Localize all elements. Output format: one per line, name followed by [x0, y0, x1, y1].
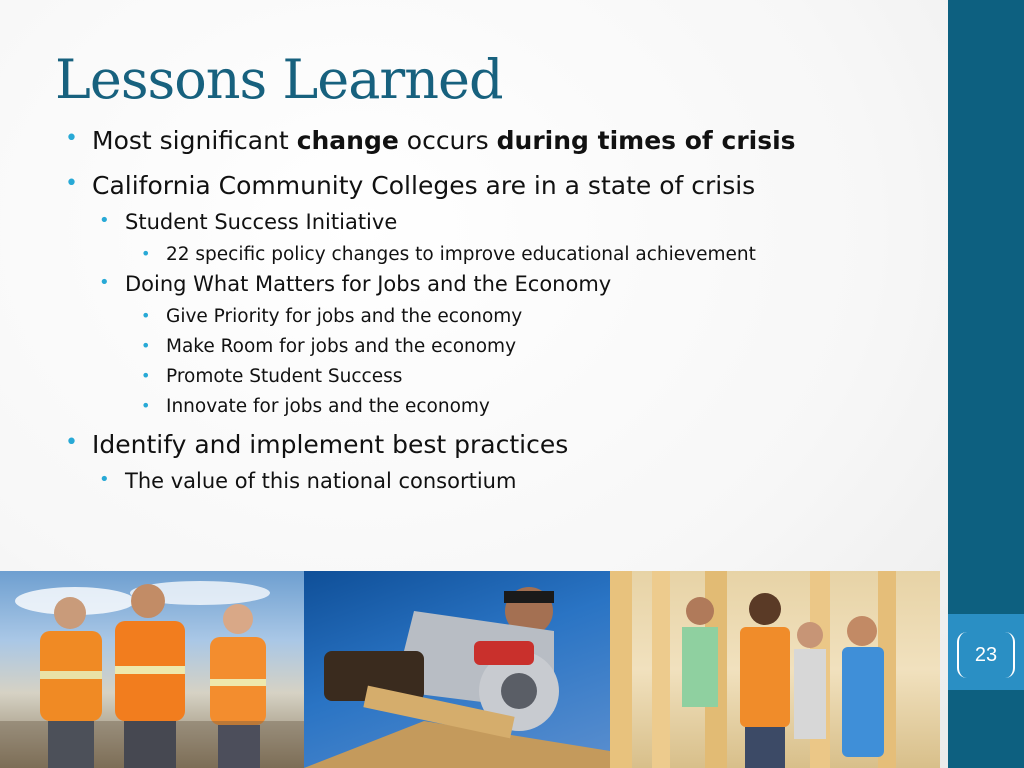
- framing-students-photo: [610, 571, 940, 768]
- bullet-text: Make Room for jobs and the economy: [166, 336, 517, 357]
- bullet-dot-icon: •: [99, 469, 110, 490]
- sub-bullet-item: [65, 272, 935, 296]
- bullet-dot-icon: •: [65, 126, 78, 151]
- bullet-dot-icon: •: [141, 244, 151, 263]
- photo-strip: [0, 571, 940, 768]
- slide-title: Lessons Learned: [55, 48, 503, 111]
- page-number-text: 23: [974, 643, 998, 666]
- bullet-item: [65, 430, 935, 459]
- bullet-text: Innovate for jobs and the economy: [166, 396, 490, 417]
- bullet-dot-icon: •: [141, 306, 151, 325]
- carpenter-saw-photo: [304, 571, 610, 768]
- bullet-item: [65, 126, 935, 155]
- bullet-dot-icon: •: [99, 272, 110, 293]
- bullet-text: Student Success Initiative: [125, 210, 398, 234]
- bullet-list: [65, 126, 935, 507]
- bullet-dot-icon: •: [141, 396, 151, 415]
- bullet-text: The value of this national consortium: [125, 469, 517, 493]
- bullet-text: Most significant: [92, 126, 297, 155]
- sub-sub-bullet-item: [65, 306, 935, 327]
- left-brace-icon: [957, 632, 967, 678]
- bullet-item: [65, 171, 935, 200]
- bullet-text: Promote Student Success: [166, 366, 403, 387]
- bullet-text: 22 specific policy changes to improve educational achievement: [166, 244, 756, 265]
- right-brace-icon: [1005, 632, 1015, 678]
- bullet-text: California Community Colleges are in a state of crisis: [92, 171, 756, 200]
- bullet-text: Identify and implement best practices: [92, 430, 569, 459]
- sub-sub-bullet-item: [65, 366, 935, 387]
- sub-sub-bullet-item: [65, 244, 935, 265]
- bullet-dot-icon: •: [65, 171, 78, 196]
- bullet-dot-icon: •: [141, 366, 151, 385]
- bullet-dot-icon: •: [99, 210, 110, 231]
- bullet-dot-icon: •: [65, 430, 78, 455]
- page-number: [957, 632, 1015, 678]
- bullet-bold-text: change: [296, 126, 399, 155]
- sub-bullet-item: [65, 469, 935, 493]
- sub-bullet-item: [65, 210, 935, 234]
- construction-workers-photo: [0, 571, 304, 768]
- bullet-text: Give Priority for jobs and the economy: [166, 306, 523, 327]
- bullet-text: Doing What Matters for Jobs and the Economy: [125, 272, 612, 296]
- bullet-bold-text: during times of crisis: [496, 126, 796, 155]
- bullet-dot-icon: •: [141, 336, 151, 355]
- sub-sub-bullet-item: [65, 396, 935, 417]
- sub-sub-bullet-item: [65, 336, 935, 357]
- bullet-text: occurs: [398, 126, 497, 155]
